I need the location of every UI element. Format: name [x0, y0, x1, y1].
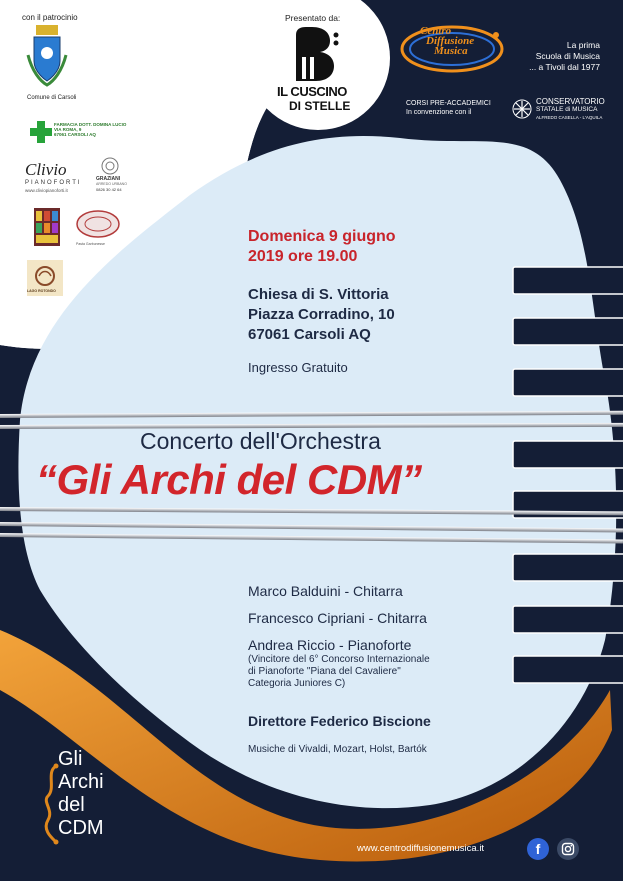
- clivio-sub: PIANOFORTI: [25, 180, 82, 186]
- comune-crest-icon: [26, 25, 68, 87]
- conservatorio-text: CONSERVATORIO STATALE di MUSICA ALFREDO CASELLA - L'AQUILA: [536, 97, 605, 120]
- facebook-icon[interactable]: f: [527, 838, 549, 860]
- performer-1: Marco Balduini - Chitarra: [248, 583, 403, 599]
- colorful-logo-icon: [34, 208, 60, 246]
- graziani-emblem-icon: [101, 157, 119, 175]
- performer-3: Andrea Riccio - Pianoforte: [248, 637, 412, 653]
- performer-3-note: (Vincitore del 6° Concorso Internazionale di Pianoforte "Piana del Cavaliere" Categoria Juniores C): [248, 654, 430, 689]
- concert-title: Concerto dell'Orchestra: [140, 428, 381, 454]
- concert-main-title: “Gli Archi del CDM”: [36, 456, 422, 503]
- clivio-logo: Clivio: [25, 160, 67, 179]
- event-date: Domenica 9 giugno 2019 ore 19.00: [248, 228, 396, 265]
- program: Musiche di Vivaldi, Mozart, Holst, Bartók: [248, 744, 427, 755]
- patronage-label: con il patrocinio: [22, 13, 78, 22]
- event-venue: Chiesa di S. Vittoria Piazza Corradino, 10 67061 Carsoli AQ: [248, 286, 395, 343]
- website-link[interactable]: www.centrodiffusionemusica.it: [357, 843, 485, 854]
- courses-text: CORSI PRE-ACCADEMICI In convenzione con il: [406, 100, 491, 116]
- presenter-label: Presentato da:: [285, 13, 341, 23]
- brand-text: Gli Archi del CDM: [58, 748, 104, 839]
- cdm-logo-text: Centro Diffusione Musica: [420, 25, 475, 57]
- presenter-name-line1: IL CUSCINO: [277, 84, 347, 99]
- conservatorio-emblem-icon: [511, 98, 533, 120]
- graziani-name: GRAZIANI: [96, 176, 121, 182]
- instagram-icon[interactable]: [557, 838, 579, 860]
- director: Direttore Federico Biscione: [248, 713, 431, 729]
- comune-label: Comune di Carsoli: [27, 95, 77, 101]
- graziani-phone: 0826 30 42 64: [96, 187, 122, 192]
- cuscino-stelle-logo-icon: [290, 27, 342, 81]
- pasta-caption: Pasta Garbunesse: [76, 242, 105, 246]
- clivio-web: www.cliviopianoforti.it: [25, 188, 68, 193]
- lago-label: LAGO ROTONDO: [27, 289, 56, 293]
- presenter-name-line2: DI STELLE: [289, 99, 351, 113]
- pharmacy-cross-icon: [30, 121, 52, 143]
- graziani-sub: ARREDO URBANO: [96, 182, 127, 186]
- pharmacy-text: FARMACIA DOTT. DOMINA LUCIO VIA ROMA, 9 67061 CARSOLI AQ: [54, 122, 127, 137]
- event-entry: Ingresso Gratuito: [248, 360, 348, 375]
- cdm-tagline: La prima Scuola di Musica ... a Tivoli dal 1977: [529, 40, 600, 72]
- pasta-logo-icon: [75, 210, 121, 240]
- performer-2: Francesco Cipriani - Chitarra: [248, 610, 427, 626]
